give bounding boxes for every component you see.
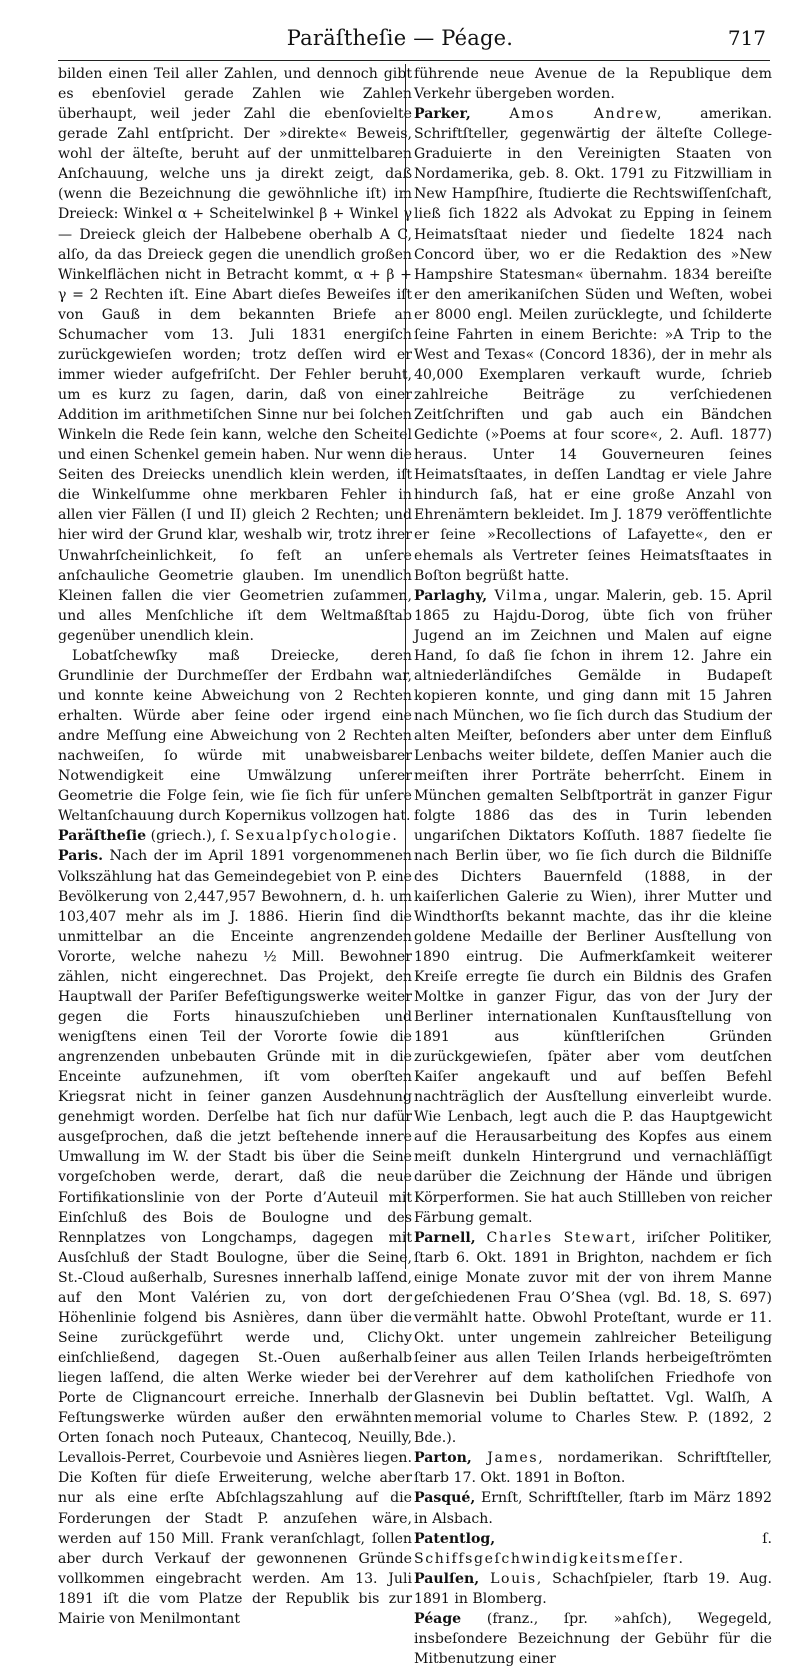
entry-text: Nach der im April 1891 vorgenommenen Volkszählung hat das Gemeindegebiet von P. eine Bevölkerung von 2,447,957 Bewohnern, d. h. um 103,407 mehr als im J. 1886. Hierin ſind die unmittelbar an die Enceinte angrenzenden Vororte, welche nahezu ½ Mill. Bewohner zählen, nicht eingerechnet. Das Projekt, den Hauptwall der Pariſer Befeſtigungswerke weiter gegen die Forts hinauszuſchieben und wenigſtens einen Teil der Vororte ſowie die angrenzenden unbebauten Gründe mit in die Enceinte aufzunehmen, iſt vom oberſten Kriegsrat nicht in ſeiner ganzen Ausdehnung genehmigt worden. Derſelbe hat ſich nur dafür ausgeſprochen, daß die jetzt beſtehende innere Umwallung im W. der Stadt bis über die Seine vorgeſchoben werde, derart, daß die neue Fortifikationslinie von der Porte d’Auteuil mit Einſchluß des Bois de Boulogne und des Rennplatzes von Longchamps, dagegen mit Ausſchluß der Stadt Boulogne, über die Seine, St.-Cloud außerhalb, Suresnes innerhalb laſſend, auf den Mont Valérien zu, von dort der Höhenlinie folgend bis Asnières, dann über die Seine zurückgeführt werde und, Clichy einſchließend, dagegen St.-Ouen außerhalb liegen laſſend, die alten Werke wieder bei der Porte de Clignancourt erreiche. Innerhalb der Feſtungswerke würden außer den erwähnten Orten ſonach noch Puteaux, Chantecoq, Neuilly, Levallois-Perret, Courbevoie und Asnières liegen. Die Koſten für dieſe Erweiterung, welche aber nur als eine erſte Abſchlagszahlung auf die Forderungen der Stadt P. anzuſehen wäre, werden auf 150 Mill. Frank veranſchlagt, ſollen aber durch Verkauf der gewonnenen Gründe vollkommen eingebracht werden. Am 13. Juli 1891 iſt die vom Platze der Republik bis zur Mairie von Menilmontant: [58, 848, 412, 1627]
paragraph-continued: bilden einen Teil aller Zahlen, und dennoch gibt es ebenſoviel gerade Zahlen wie Zahlen überhaupt, weil jeder Zahl die ebenſovielte gerade Zahl entſpricht. Der »direkte« Beweis, wohl der älteſte, beruht auf der unmittelbaren Anſchauung, welche uns ja direkt zeigt, daß (wenn die Bezeichnung die gewöhnliche iſt) im Dreieck: Winkel α + Scheitelwinkel β + Winkel γ — Dreieck gleich der Halbebene oberhalb A C, alſo, da das Dreieck gegen die unendlich großen Winkelflächen nicht in Betracht kommt, α + β + γ = 2 Rechten iſt. Eine Abart dieſes Beweiſes iſt von Gauß in dem bekannten Briefe an Schumacher vom 13. Juli 1831 energiſch zurückgewieſen worden; trotz deſſen wird er immer wieder aufgefriſcht. Der Fehler beruht, um es kurz zu ſagen, darin, daß von einer Addition im arithmetiſchen Sinne nur bei ſolchen Winkeln die Rede ſein kann, welche den Scheitel und einen Schenkel gemein haben. Nur wenn die Seiten des Dreiecks unendlich klein werden, iſt die Winkelſumme ohne merkbaren Fehler in allen vier Fällen (I und II) gleich 2 Rechten; und hier wird der Grund klar, weshalb wir, trotz ihrer Unwahrſcheinlichkeit, ſo feſt an unſere anſchauliche Geometrie glauben. Im unendlich Kleinen fallen die vier Geometrien zuſammen, und alles Menſchliche iſt dem Weltmaßſtab gegenüber unendlich klein.: [58, 66, 412, 644]
entry-text: (franz., ſpr. »ahſch), Wegegeld, insbeſondere Bezeichnung der Gebühr für die Mitbenutzung einer: [414, 1610, 772, 1667]
entry-keyword: Parker,: [414, 106, 471, 123]
entry-name: Charles Stewart,: [475, 1229, 638, 1246]
entry-parker: [414, 104, 772, 586]
entry-patentlog: [414, 1529, 772, 1569]
entry-end: .: [392, 828, 397, 845]
entry-text: ungar. Malerin, geb. 15. April 1865 zu Hajdu-Dorog, übte ſich von früher Jugend an im Zeichnen und Malen auf eigne Hand, ſo daß ſie ſchon in ihrem 12. Jahre ein altniederländiſches Gemälde in Budapeſt kopieren konnte, und ging dann mit 15 Jahren nach München, wo ſie ſich durch das Studium der alten Meiſter, beſonders aber unter dem Einfluß Lenbachs weiter bildete, deſſen Manier auch die meiſten ihrer Porträte beherrſcht. Einem in München gemalten Selbſtporträt in ganzer Figur folgte 1886 das des in Turin lebenden ungariſchen Diktators Koſſuth. 1887 ſiedelte ſie nach Berlin über, wo ſie ſich durch die Bildniſſe des Dichters Bauernfeld (1888, in der kaiſerlichen Galerie zu Wien), ihrer Mutter und Windthorſts bekannt machte, das ihr die kleine goldene Medaille der Berliner Ausſtellung von 1890 eintrug. Die Aufmerkſamkeit weiterer Kreiſe erregte ſie durch ein Bildnis des Grafen Moltke in ganzer Figur, das von der Jury der Berliner internationalen Kunſtausſtellung von 1891 aus künſtleriſchen Gründen zurückgewieſen, ſpäter aber vom deutſchen Kaiſer angekauft und auf beſſen Befehl nachträglich der Ausſtellung einverleibt wurde. Wie Lenbach, legt auch die P. das Hauptgewicht auf die Herausarbeitung des Kopfes aus einem meiſt dunkeln Hintergrund und vernachläſſigt darüber die Zeichnung der Hände und übrigen Körperformen. Sie hat auch Stillleben von reicher Färbung gemalt.: [414, 587, 772, 1226]
entry-name: Vilma,: [487, 587, 550, 604]
entry-keyword: Paräſtheſie: [58, 828, 147, 845]
entry-keyword: Péage: [414, 1610, 462, 1627]
entry-name: Louis,: [479, 1570, 543, 1587]
entry-keyword: Parton,: [414, 1450, 472, 1467]
entry-keyword: Paulſen,: [414, 1570, 480, 1587]
page-title: Paräſtheſie — Péage.: [286, 26, 514, 50]
entry-text: Ernſt, Schriftſteller, ſtarb im März 1892 in Alsbach.: [414, 1490, 772, 1527]
entry-paris: [58, 846, 412, 1628]
cross-reference: Sexualpſychologie: [234, 828, 393, 845]
entry-text: nordamerikan. Schriftſteller, ſtarb 17. Okt. 1891 in Boſton.: [414, 1450, 772, 1487]
entry-parnell: [414, 1228, 772, 1449]
cross-reference: Schiffsgeſchwindigkeitsmeſſer: [414, 1550, 679, 1567]
header-rule: [58, 60, 770, 61]
entry-name: Amos Andrew,: [470, 106, 664, 123]
entry-keyword: Paris.: [58, 848, 103, 865]
entry-parton: [414, 1448, 772, 1488]
entry-text: (griech.), ſ.: [146, 828, 235, 845]
entry-peage: [414, 1609, 772, 1669]
entry-name: James,: [471, 1450, 545, 1467]
entry-keyword: Pasqué,: [414, 1490, 476, 1507]
entry-parlaghy: [414, 586, 772, 1228]
page-number: 717: [727, 26, 766, 50]
entry-paulsen: [414, 1569, 772, 1609]
entry-end: .: [678, 1550, 683, 1567]
entry-keyword: Parlaghy,: [414, 587, 488, 604]
left-column: [58, 64, 412, 1629]
entry-keyword: Patentlog,: [414, 1530, 496, 1547]
entry-keyword: Parnell,: [414, 1229, 476, 1246]
paragraph: Lobatſchewſky maß Dreiecke, deren Grundlinie der Durchmeſſer der Erdbahn war, und konnte keine Abweichung von 2 Rechten erhalten. Würde aber ſeine oder irgend eine andre Meſſung eine Abweichung von 2 Rechten nachweiſen, ſo würde mit unabweisbarer Notwendigkeit eine Umwälzung unſerer Geometrie die Folge ſein, wie ſie ſich für unſere Weltanſchauung durch Kopernikus vollzogen hat.: [58, 647, 412, 825]
entry-paraesthesie: [58, 826, 412, 846]
entry-text: Schachſpieler, ſtarb 19. Aug. 1891 in Blomberg.: [414, 1570, 772, 1607]
entry-text: iriſcher Politiker, ſtarb 6. Okt. 1891 in Brighton, nachdem er ſich einige Monate zuvor mit der von ihrem Manne geſchiedenen Frau O’Shea (vgl. Bd. 18, S. 697) vermählt hatte. Obwohl Proteſtant, wurde er 11. Okt. unter ungemein zahlreicher Beteiligung ſeiner aus allen Teilen Irlands herbeigeſtrömten Verehrer auf dem katholiſchen Friedhofe von Glasnevin bei Dublin beſtattet. Vgl. Walſh, A memorial volume to Charles Stew. P. (1892, 2 Bde.).: [414, 1229, 772, 1447]
right-column: [414, 64, 772, 1669]
entry-text: ſ.: [495, 1530, 772, 1547]
paragraph-continued: führende neue Avenue de la Republique dem Verkehr übergeben worden.: [414, 66, 772, 103]
entry-pasque: [414, 1488, 772, 1528]
running-header: [0, 20, 800, 60]
entry-text: amerikan. Schriftſteller, gegenwärtig der älteſte College-Graduierte in den Vereinigten Staaten von Nordamerika, geb. 8. Okt. 1791 zu Fitzwilliam in New Hampſhire, ſtudierte die Rechtswiſſenſchaft, ließ ſich 1822 als Advokat zu Epping in ſeinem Heimatsſtaat nieder und ſiedelte 1824 nach Concord über, wo er die Redaktion des »New Hampshire Statesman« übernahm. 1834 bereiſte er den amerikaniſchen Süden und Weſten, wobei er 8000 engl. Meilen zurücklegte, und ſchilderte ſeine Fahrten in einem Berichte: »A Trip to the West and Texas« (Concord 1836), der in mehr als 40,000 Exemplaren verkauft wurde, ſchrieb zahlreiche Beiträge zu verſchiedenen Zeitſchriften und gab auch ein Bändchen Gedichte (»Poems at four score«, 2. Aufl. 1877) heraus. Unter 14 Gouverneuren ſeines Heimatsſtaates, in deſſen Landtag er viele Jahre hindurch ſaß, hat er eine große Anzahl von Ehrenämtern bekleidet. Im J. 1879 veröffentlichte er ſeine »Recollections of Lafayette«, den er ehemals als Vertreter ſeines Heimatsſtaates in Boſton begrüßt hatte.: [414, 106, 772, 584]
